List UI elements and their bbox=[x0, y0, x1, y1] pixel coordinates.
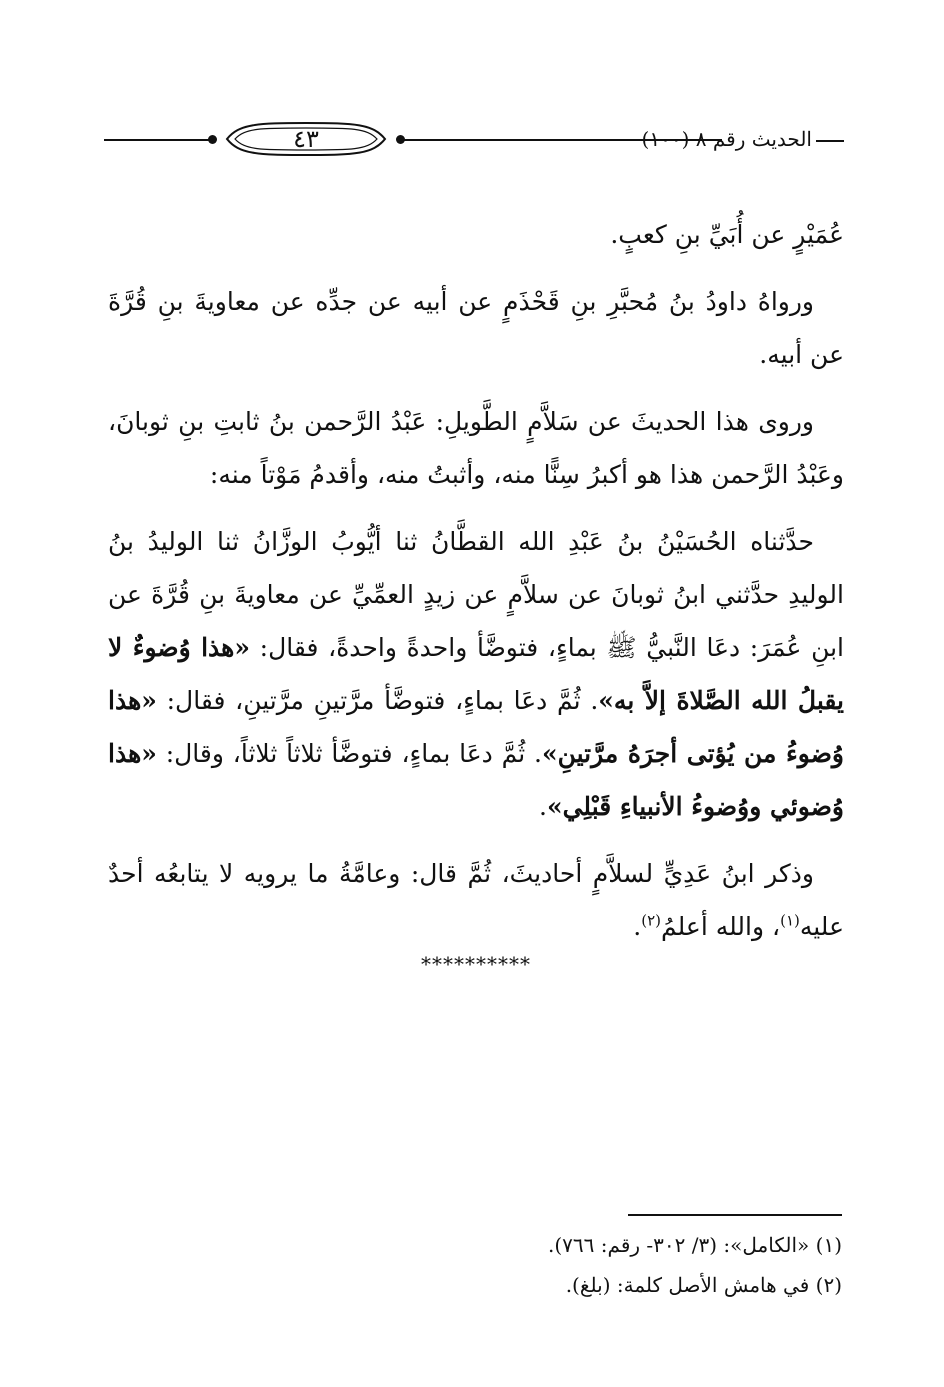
p5-text-2: ، والله أعلمُ bbox=[661, 912, 781, 941]
hadith-text-2: . ثُمَّ دعَا بماءٍ، فتوضَّأ مرَّتينِ مرَّتينِ، فقال: bbox=[156, 686, 599, 715]
p5-text-1: وذكر ابنُ عَدِيٍّ لسلاَّمٍ أحاديثَ، ثُمَّ قال: وعامَّةُ ما يرويه لا يتابعُه أحدٌ عليه bbox=[108, 859, 844, 941]
page-number: ٤٣ bbox=[293, 125, 319, 153]
hadith-quote-2: «هذا وُضوءُ من يُؤتى أجرَهُ مرَّتينِ» bbox=[108, 686, 844, 768]
hadith-text-1: حدَّثناه الحُسَيْنُ بنُ عَبْدِ الله القطَّانُ ثنا أيُّوبُ الوزَّانُ ثنا الوليدُ بنُ الوليدِ حدَّثني ابنُ ثوبانَ عن سلاَّمٍ عن زيدٍ العمِّيِّ عن معاويةَ بنِ قُرَّةَ عن ابنِ عُمَرَ: دعَا النَّبيُّ ﷺ بماءٍ، فتوضَّأ واحدةً واحدةً، فقال: bbox=[108, 527, 844, 662]
footnotes bbox=[300, 1228, 842, 1302]
paragraph-1: عُمَيْرٍ عن أُبَيِّ بنِ كعبٍ. bbox=[610, 220, 844, 249]
p5-text-3: . bbox=[633, 912, 642, 941]
paragraph-3: وروى هذا الحديثَ عن سَلاَّمٍ الطَّويلِ: عَبْدُ الرَّحمن بنُ ثابتِ بنِ ثوبانَ، وعَبْدُ الرَّحمن هذا هو أكبرُ سِنًّا منه، وأثبتُ منه، وأقدمُ مَوْتاً منه: bbox=[108, 407, 844, 489]
hadith-quote-3: «هذا وُضوئي ووُضوءُ الأنبياءِ قَبْلِي» bbox=[108, 739, 844, 821]
header-rule-left bbox=[104, 139, 210, 141]
body-text bbox=[108, 208, 844, 953]
section-separator: ********** bbox=[421, 952, 531, 976]
footnote-ref-1[interactable]: (١) bbox=[780, 911, 800, 930]
running-title-text: الحديث رقم ٨ (١٠٠) bbox=[641, 127, 812, 151]
running-title bbox=[624, 126, 844, 152]
footnote-1: (١) «الكامل»: (٣/ ٣٠٢- رقم: ٧٦٦). bbox=[548, 1233, 842, 1257]
paragraph-4-hadith bbox=[108, 515, 844, 833]
paragraph-2: ورواهُ داودُ بنُ مُحبَّرِ بنِ قَحْذَمٍ عن أبيه عن جدِّه عن معاويةَ بنِ قُرَّةَ عن أبيه. bbox=[108, 287, 844, 369]
header-dot-left bbox=[208, 135, 217, 144]
page-header bbox=[104, 118, 844, 162]
hadith-text-3: . ثُمَّ دعَا بماءٍ، فتوضَّأ ثلاثاً ثلاثاً، وقال: bbox=[156, 739, 542, 768]
hadith-quote-1: «هذا وُضوءٌ لا يقبلُ الله الصَّلاةَ إلاَّ به» bbox=[108, 633, 844, 715]
footnote-2: (٢) في هامش الأصل كلمة: (بلغ). bbox=[565, 1273, 842, 1297]
footnote-ref-2[interactable]: (٢) bbox=[641, 911, 662, 930]
footnote-rule bbox=[628, 1214, 842, 1216]
hadith-text-4: . bbox=[539, 792, 547, 821]
running-title-rule bbox=[816, 140, 844, 142]
page-number-frame bbox=[217, 120, 395, 158]
paragraph-5 bbox=[108, 847, 844, 953]
